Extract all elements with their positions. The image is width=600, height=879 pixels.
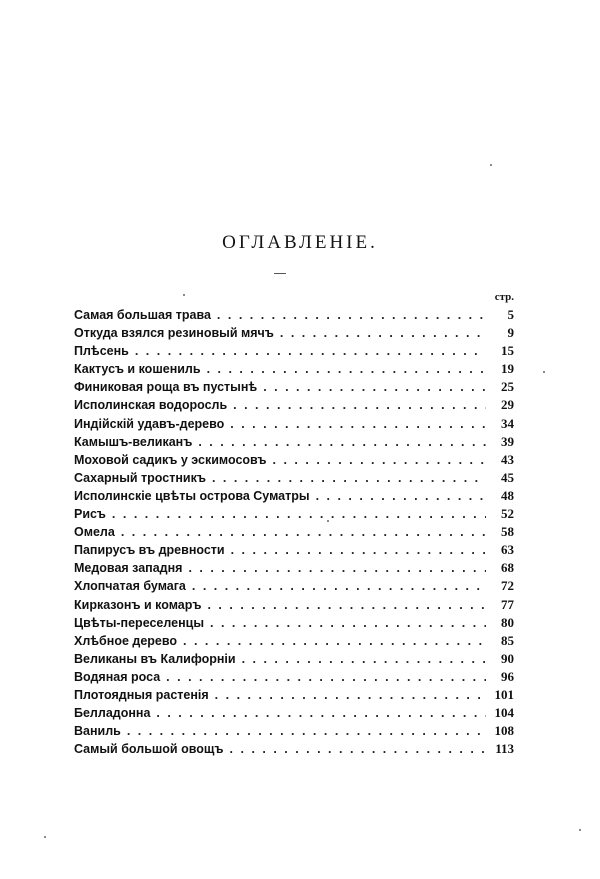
- toc-entry-page: 39: [501, 433, 514, 449]
- dot-leader: [192, 577, 486, 595]
- toc-entry-title: Плѣсень: [74, 344, 129, 359]
- toc-entry: [74, 722, 514, 740]
- toc-entry-page: 9: [507, 325, 514, 341]
- title-divider: [274, 273, 286, 274]
- scan-speck: [327, 520, 329, 522]
- dot-leader: [316, 487, 486, 505]
- toc-entry: [74, 686, 514, 704]
- toc-entry-page: 48: [501, 487, 514, 503]
- toc-entry-title: Индійскій удавъ-дерево: [74, 416, 225, 431]
- toc-entry: [74, 523, 514, 541]
- toc-entry-title: Откуда взялся резиновый мячъ: [74, 326, 274, 341]
- toc-entry-title: Хлѣбное дерево: [74, 633, 178, 648]
- toc-entry: [74, 360, 514, 378]
- toc-entry: [74, 704, 514, 722]
- dot-leader: [233, 396, 486, 414]
- dot-leader: [127, 722, 486, 740]
- dot-leader: [166, 668, 486, 686]
- toc-entry-title: Водяная роса: [74, 669, 161, 684]
- toc-entry-page: 101: [494, 686, 514, 702]
- toc-entry-title: Цвѣты-переселенцы: [74, 615, 205, 630]
- scan-speck: [490, 164, 492, 166]
- dot-leader: [198, 433, 486, 451]
- toc-entry-title: Великаны въ Калифорніи: [74, 651, 236, 666]
- toc-entry-page: 29: [501, 397, 514, 413]
- toc-entry-title: Ваниль: [74, 724, 121, 739]
- page-column-header: стр.: [494, 291, 514, 303]
- toc-entry: [74, 433, 514, 451]
- dot-leader: [210, 614, 486, 632]
- toc-entry-page: 34: [501, 415, 514, 431]
- toc-entry-title: Моховой садикъ у эскимосовъ: [74, 452, 267, 467]
- toc-entry: [74, 632, 514, 650]
- toc-entry: [74, 668, 514, 686]
- dot-leader: [207, 596, 486, 614]
- toc-entry-title: Камышъ-великанъ: [74, 434, 193, 449]
- toc-entry-title: Исполинскіе цвѣты острова Суматры: [74, 488, 310, 503]
- toc-entry-page: 63: [501, 542, 514, 558]
- toc-entry: [74, 505, 514, 523]
- toc-entry: [74, 396, 514, 414]
- toc-entry-page: 104: [494, 705, 514, 721]
- toc-entry-page: 96: [501, 668, 514, 684]
- toc-entry-title: Самый большой овощъ: [74, 742, 224, 757]
- toc-entry: [74, 577, 514, 595]
- dot-leader: [231, 541, 486, 559]
- toc-entry: [74, 469, 514, 487]
- toc-entry-title: Омела: [74, 525, 115, 540]
- toc-entry: [74, 487, 514, 505]
- dot-leader: [183, 632, 486, 650]
- dot-leader: [135, 342, 486, 360]
- toc-entry-page: 5: [507, 307, 514, 322]
- toc-entry: [74, 650, 514, 668]
- dot-leader: [263, 378, 486, 396]
- table-of-contents: [74, 306, 514, 758]
- dot-leader: [273, 451, 486, 469]
- toc-entry-page: 43: [501, 451, 514, 467]
- toc-entry-title: Папирусъ въ древности: [74, 543, 225, 558]
- toc-entry-title: Финиковая роща въ пустынѣ: [74, 380, 258, 395]
- dot-leader: [188, 559, 486, 577]
- dot-leader: [217, 306, 486, 324]
- toc-entry: [74, 324, 514, 342]
- toc-entry-title: Плотоядныя растенія: [74, 687, 209, 702]
- toc-entry-page: 77: [501, 596, 514, 612]
- toc-entry: [74, 378, 514, 396]
- dot-leader: [215, 686, 486, 704]
- scan-speck: [579, 829, 581, 831]
- toc-entry-page: 45: [501, 469, 514, 485]
- toc-entry: [74, 740, 514, 758]
- toc-entry-title: Белладонна: [74, 706, 151, 721]
- toc-entry-page: 90: [501, 650, 514, 666]
- toc-entry-page: 68: [501, 560, 514, 576]
- dot-leader: [230, 740, 486, 758]
- toc-entry-page: 19: [501, 361, 514, 377]
- toc-entry: [74, 306, 514, 324]
- toc-entry-page: 113: [495, 741, 514, 757]
- dot-leader: [242, 650, 486, 668]
- toc-entry-title: Исполинская водоросль: [74, 398, 228, 413]
- toc-entry-title: Кактусъ и кошениль: [74, 362, 201, 377]
- toc-entry-page: 58: [501, 524, 514, 540]
- toc-entry: [74, 415, 514, 433]
- toc-entry-title: Хлопчатая бумага: [74, 579, 186, 594]
- toc-entry: [74, 451, 514, 469]
- toc-entry-page: 72: [501, 578, 514, 594]
- toc-entry: [74, 596, 514, 614]
- toc-entry-page: 85: [501, 632, 514, 648]
- toc-entry-title: Медовая западня: [74, 561, 183, 576]
- toc-entry: [74, 342, 514, 360]
- toc-entry-page: 108: [494, 723, 514, 739]
- toc-entry: [74, 541, 514, 559]
- toc-entry: [74, 614, 514, 632]
- dot-leader: [230, 415, 486, 433]
- scan-speck: [183, 294, 185, 296]
- dot-leader: [280, 324, 486, 342]
- toc-entry-page: 25: [501, 379, 514, 395]
- toc-entry-page: 15: [501, 343, 514, 359]
- page-title: ОГЛАВЛЕНІЕ.: [222, 232, 378, 253]
- toc-entry-title: Рисъ: [74, 507, 106, 522]
- dot-leader: [112, 505, 486, 523]
- toc-entry-title: Самая большая трава: [74, 308, 211, 322]
- dot-leader: [156, 704, 486, 722]
- toc-entry-page: 80: [501, 614, 514, 630]
- scan-speck: [44, 836, 46, 838]
- dot-leader: [212, 469, 486, 487]
- toc-entry-title: Кирказонъ и комаръ: [74, 597, 202, 612]
- dot-leader: [207, 360, 486, 378]
- dot-leader: [121, 523, 486, 541]
- toc-entry-title: Сахарный тростникъ: [74, 470, 206, 485]
- scan-speck: [543, 371, 545, 373]
- toc-entry-page: 52: [501, 506, 514, 522]
- toc-entry: [74, 559, 514, 577]
